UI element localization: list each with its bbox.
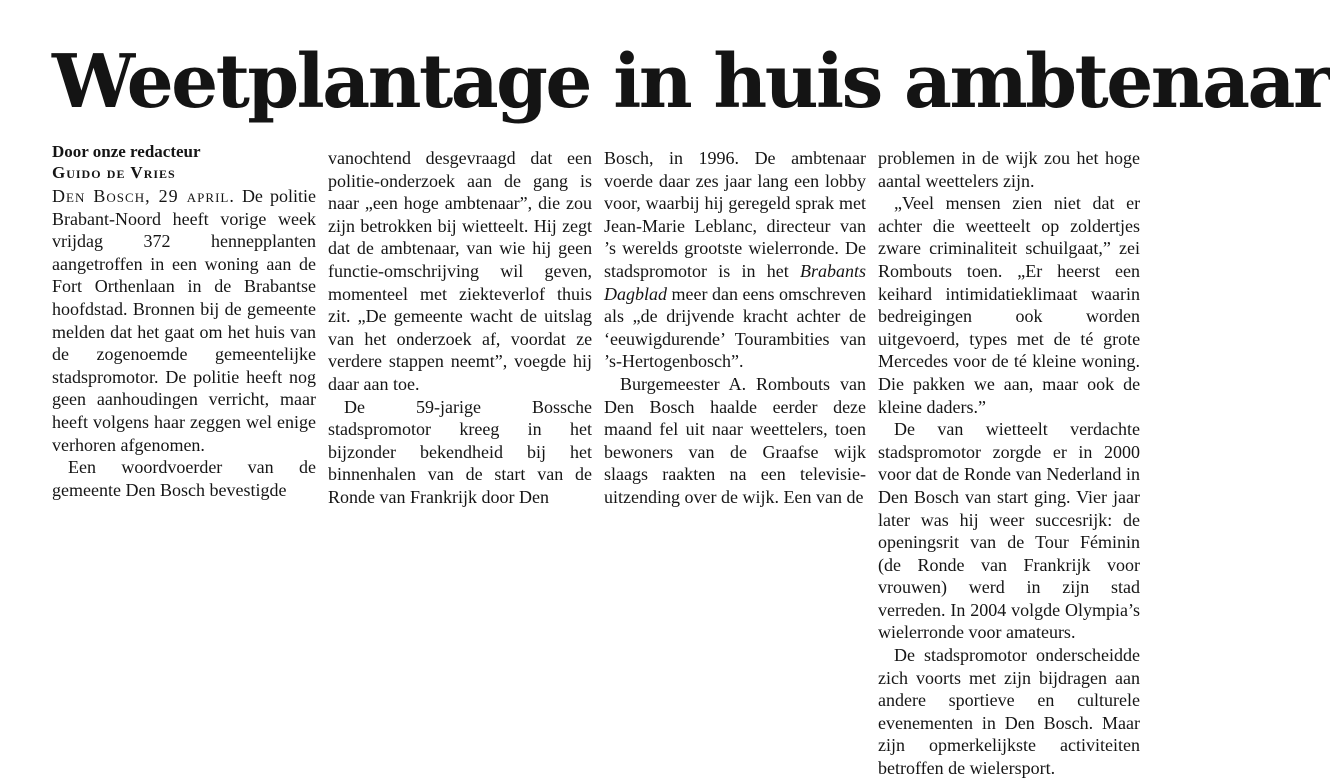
article-column-4 — [878, 147, 1141, 779]
article-column-1 — [52, 142, 316, 514]
byline-label: Door onze redacteur — [52, 142, 201, 161]
paragraph-4: Burgemeester A. Rombouts van Den Bosch haalde eerder deze maand fel uit naar weettelers, toen bewoners van de Graafse wijk slaags raakten na een televisie-uitzending over de wijk. Een van de — [604, 373, 867, 507]
paragraph-3: De 59-jarige Bossche stadspromotor kreeg in het bijzonder bekendheid bij het binnenhalen van de start van de Ronde van Frankrijk door Den — [328, 396, 593, 507]
paragraph-7: De stadspromotor onderscheidde zich voorts met zijn bijdragen aan andere sportieve en culturele evenementen in Den Bosch. Maar zijn opmerkelijkste activiteiten betroffen de wielersport. — [878, 645, 1141, 779]
paragraph-2: vanochtend desgevraagd dat een politie-onderzoek aan de gang is naar „een hoge ambtenaar”, die zou zijn betrokken bij wietteelt. Hij zegt dat de ambtenaar, van wie hij geen functie-omschrijving wil geven, momenteel met ziekteverlof thuis zit. „De gemeente wacht de uitslag van het onderzoek af, voordat ze verdere stappen neemt”, voegde hij daar aan toe. — [328, 148, 593, 394]
paragraph-3: Bosch, in 1996. De ambtenaar voerde daar zes jaar lang een lobby voor, waarbij hij geregeld sprak met Jean-Marie Leblanc, directeur van ’s werelds grootste wielerronde. De stadspromotor is in het Brabants Dagblad meer dan eens omschreven als „de drijvende kracht achter de ‘eeuwigdurende’ Tourambities van ’s-Hertogenbosch”. — [604, 148, 867, 372]
dateline: Den Bosch, 29 april. — [52, 186, 235, 206]
article-column-2 — [328, 147, 592, 519]
paragraph-1-text: De politie Brabant-Noord heeft vorige week vrijdag 372 hennepplanten aangetroffen in een woning aan de Fort Orthenlaan in de Brabantse hoofdstad. Bronnen bij de gemeente melden dat het gaat om het huis van de zogenoemde gemeentelijke stadspromotor. De politie heeft nog geen aanhoudingen verricht, maar heeft volgens haar zeggen wel enige verhoren afgenomen. — [52, 186, 317, 455]
newspaper-name: Brabants — [800, 260, 867, 281]
paragraph-4: problemen in de wijk zou het hoge aantal weettelers zijn. — [878, 148, 1141, 191]
newspaper-name: Dagblad — [604, 283, 667, 304]
paragraph-6: De van wietteelt verdachte stadspromotor zorgde er in 2000 voor dat de Ronde van Nederland in Den Bosch van start ging. Vier jaar later was hij weer succesrijk: de openingsrit van de Tour Féminin (de Ronde van Frankrijk voor vrouwen) werd in zijn stad verreden. In 2004 volgde Olympia’s wielerronde voor amateurs. — [878, 419, 1141, 643]
paragraph-1 — [52, 185, 316, 456]
paragraph-2: Een woordvoerder van de gemeente Den Bosch bevestigde — [52, 457, 317, 500]
article-column-3 — [604, 147, 866, 519]
paragraph-5: „Veel mensen zien niet dat er achter die weetteelt op zoldertjes zware criminaliteit schuilgaat,” zei Rombouts toen. „Er heerst een keihard intimidatieklimaat waarin bedreigingen ook worden uitgevoerd, types met de té grote Mercedes voor de té kleine woning. Die pakken we aan, maar ook de kleine daders.” — [878, 193, 1141, 417]
headline: Weetplantage in huis ambtenaar — [52, 39, 1330, 125]
byline-author: Guido de Vries — [52, 163, 176, 182]
